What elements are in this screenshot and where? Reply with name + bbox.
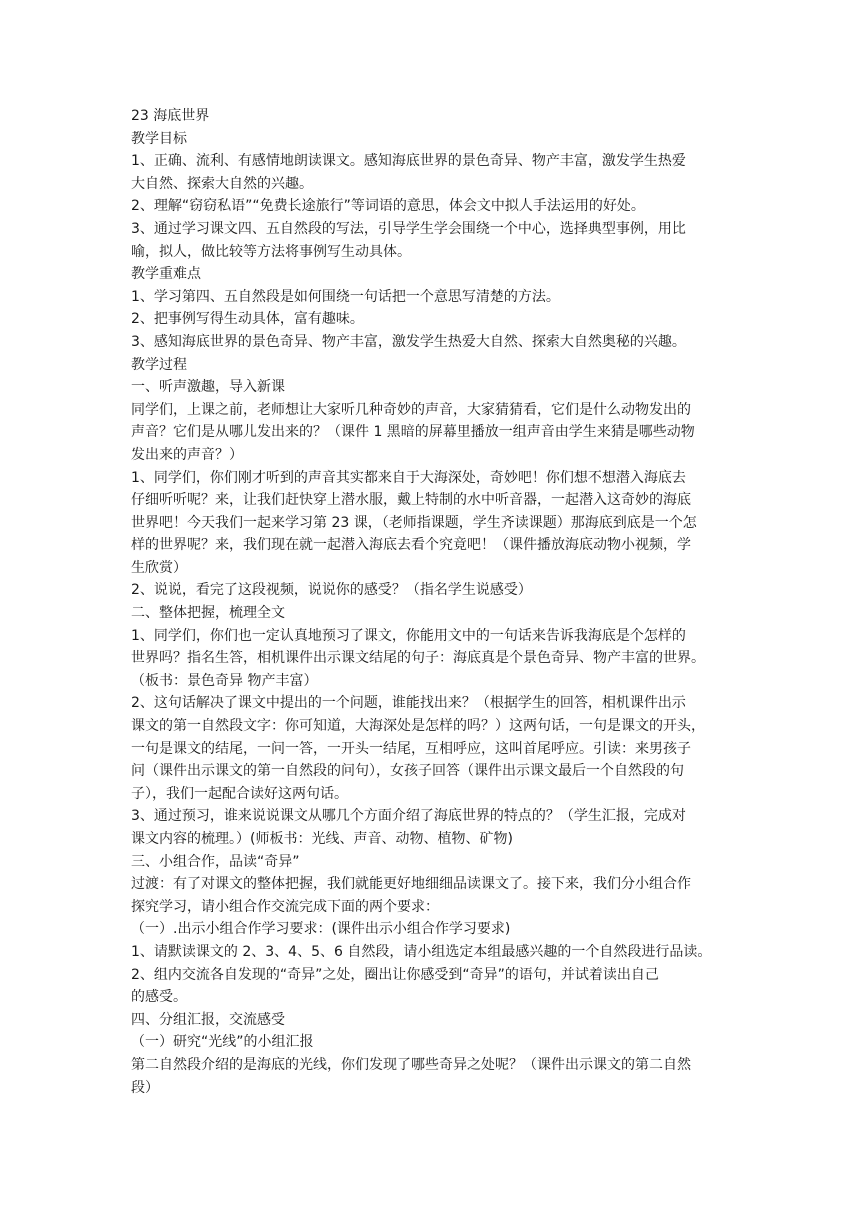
text-line: 一句是课文的结尾，一问一答，一开头一结尾，互相呼应，这叫首尾呼应。引读：来男孩子 bbox=[131, 740, 691, 757]
text-line: 2、理解“窃窃私语”“免费长途旅行”等词语的意思，体会文中拟人手法运用的好处。 bbox=[131, 198, 645, 215]
text-line: 段） bbox=[131, 1079, 159, 1096]
text-line: 生欣赏） bbox=[131, 559, 187, 576]
text-line: 喻，拟人，做比较等方法将事例写生动具体。 bbox=[131, 243, 411, 260]
text-line: 2、说说，看完了这段视频，说说你的感受？（指名学生说感受） bbox=[131, 582, 532, 599]
text-line: 第二自然段介绍的是海底的光线，你们发现了哪些奇异之处呢？（课件出示课文的第二自然 bbox=[131, 1056, 691, 1073]
text-line: 问（课件出示课文的第一自然段的问句），女孩子回答（课件出示课文最后一个自然段的句 bbox=[131, 763, 684, 780]
text-line: 3、感知海底世界的景色奇异、物产丰富，激发学生热爱大自然、探索大自然奥秘的兴趣。 bbox=[131, 333, 686, 350]
text-line: 1、同学们，你们也一定认真地预习了课文，你能用文中的一句话来告诉我海底是个怎样的 bbox=[131, 627, 686, 644]
text-line: 声音？它们是从哪儿发出来的？（课件 1 黑暗的屏幕里播放一组声音由学生来猜是哪些动物 bbox=[131, 424, 695, 441]
text-line: 仔细听听呢？来，让我们赶快穿上潜水服，戴上特制的水中听音器，一起潜入这奇妙的海底 bbox=[131, 492, 691, 509]
text-line: 2、这句话解决了课文中提出的一个问题，谁能找出来？（根据学生的回答，相机课件出示 bbox=[131, 695, 686, 712]
text-line: 课文内容的梳理。）(师板书：光线、声音、动物、植物、矿物) bbox=[131, 831, 513, 847]
text-line: 3、通过预习，谁来说说课文从哪几个方面介绍了海底世界的特点的？（学生汇报，完成对 bbox=[131, 808, 686, 825]
text-line: 1、学习第四、五自然段是如何围绕一句话把一个意思写清楚的方法。 bbox=[131, 288, 560, 305]
subsection-heading: 四、分组汇报，交流感受 bbox=[131, 1011, 285, 1028]
text-line: 世界吗？指名生答，相机课件出示课文结尾的句子：海底真是个景色奇异、物产丰富的世界。 bbox=[131, 650, 705, 667]
lesson-title: 23 海底世界 bbox=[131, 108, 210, 124]
text-line: （板书：景色奇异 物产丰富） bbox=[131, 672, 318, 689]
text-line: 发出来的声音？） bbox=[131, 446, 243, 463]
text-line: （一）.出示小组合作学习要求：(课件出示小组合作学习要求) bbox=[131, 921, 511, 938]
document-body bbox=[131, 105, 731, 1099]
section-heading: 教学目标 bbox=[131, 130, 187, 147]
text-line: 世界吧！今天我们一起来学习第 23 课，（老师指课题，学生齐读课题）那海底到底是一个怎 bbox=[131, 514, 697, 531]
text-line: （一）研究“光线”的小组汇报 bbox=[131, 1034, 314, 1051]
subsection-heading: 三、小组合作，品读“奇异” bbox=[131, 853, 300, 870]
text-line: 过渡：有了对课文的整体把握，我们就能更好地细细品读课文了。接下来，我们分小组合作 bbox=[131, 876, 691, 893]
text-line: 样的世界呢？来，我们现在就一起潜入海底去看个究竟吧！（课件播放海底动物小视频，学 bbox=[131, 537, 691, 554]
text-line: 2、把事例写得生动具体，富有趣味。 bbox=[131, 311, 364, 328]
text-line: 1、请默读课文的 2、3、4、5、6 自然段，请小组选定本组最感兴趣的一个自然段进行品读。 bbox=[131, 943, 712, 960]
text-line: 的感受。 bbox=[131, 989, 187, 1006]
section-heading: 教学重难点 bbox=[131, 266, 201, 283]
subsection-heading: 二、整体把握，梳理全文 bbox=[131, 605, 285, 622]
text-line: 子），我们一起配合读好这两句话。 bbox=[131, 785, 348, 802]
text-line: 课文的第一自然段文字：你可知道，大海深处是怎样的吗？）这两句话，一句是课文的开头， bbox=[131, 718, 705, 735]
subsection-heading: 一、听声激趣，导入新课 bbox=[131, 379, 285, 396]
text-line: 2、组内交流各自发现的“奇异”之处，圈出让你感受到“奇异”的语句，并试着读出自己 bbox=[131, 966, 659, 983]
text-line: 1、正确、流利、有感情地朗读课文。感知海底世界的景色奇异、物产丰富，激发学生热爱 bbox=[131, 153, 686, 170]
text-line: 3、通过学习课文四、五自然段的写法，引导学生学会围绕一个中心，选择典型事例，用比 bbox=[131, 220, 686, 237]
text-line: 大自然、探索大自然的兴趣。 bbox=[131, 175, 313, 192]
section-heading: 教学过程 bbox=[131, 356, 187, 373]
text-line: 1、同学们，你们刚才听到的声音其实都来自于大海深处，奇妙吧！你们想不想潜入海底去 bbox=[131, 469, 686, 486]
text-line: 同学们，上课之前，老师想让大家听几种奇妙的声音，大家猜猜看，它们是什么动物发出的 bbox=[131, 401, 691, 418]
text-line: 探究学习，请小组合作交流完成下面的两个要求： bbox=[131, 898, 439, 915]
